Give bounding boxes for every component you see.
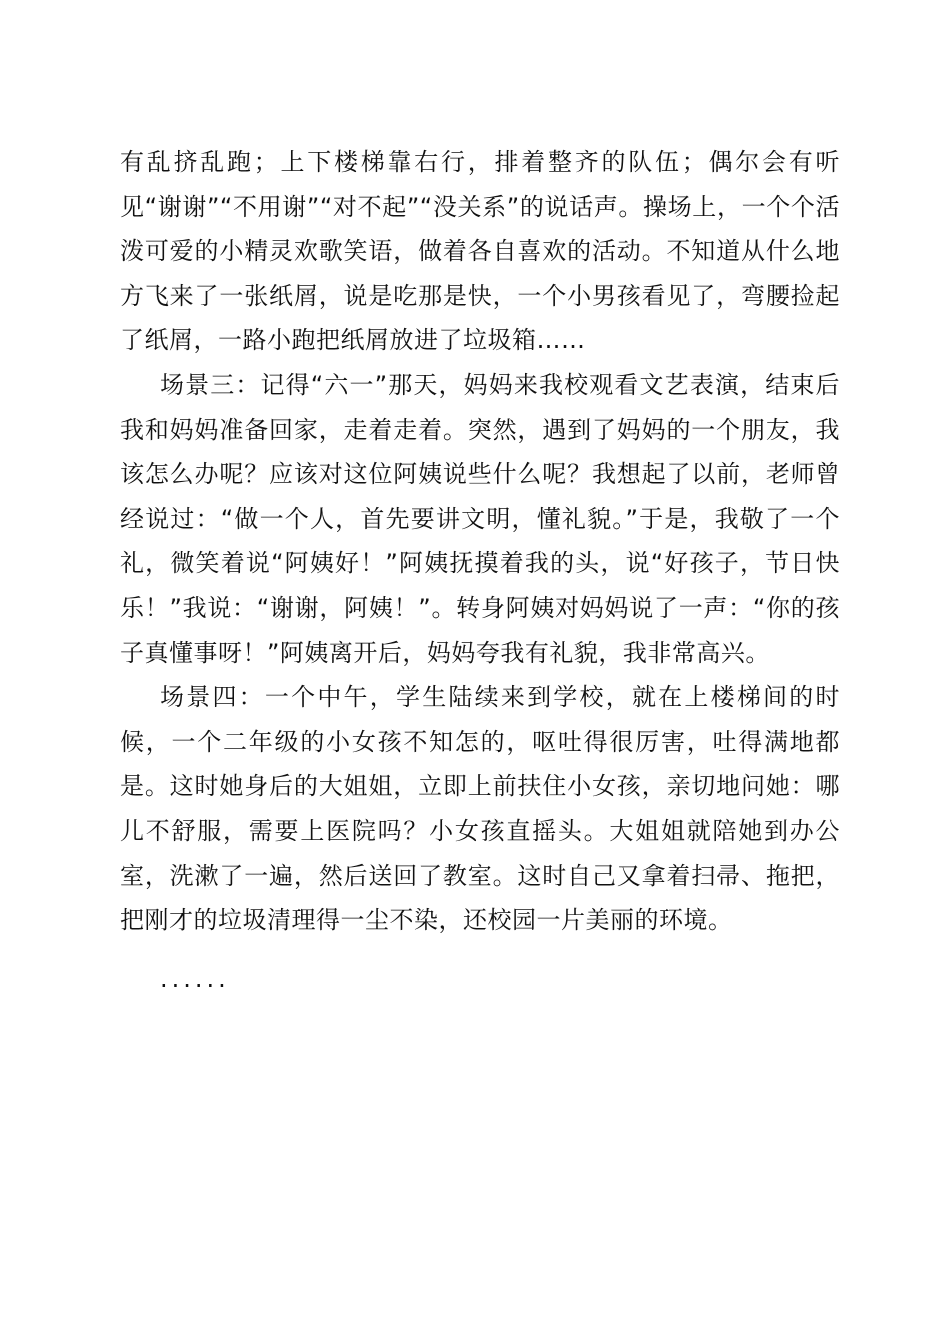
paragraph-scene-three: 场景三：记得“六一”那天，妈妈来我校观看文艺表演，结束后我和妈妈准备回家，走着走着。突然，遇到了妈妈的一个朋友，我该怎么办呢？应该对这位阿姨说些什么呢？我想起了以前，老师曾经说过：“做一个人，首先要讲文明，懂礼貌。”于是，我敬了一个礼，微笑着说“阿姨好！”阿姨抚摸着我的头，说“好孩子，节日快乐！”我说：“谢谢，阿姨！”。转身阿姨对妈妈说了一声：“你的孩子真懂事呀！”阿姨离开后，妈妈夸我有礼貌，我非常高兴。 [120,370,840,667]
paragraph-scene-four: 场景四：一个中午，学生陆续来到学校，就在上楼梯间的时候，一个二年级的小女孩不知怎的，呕吐得很厉害，吐得满地都是。这时她身后的大姐姐，立即上前扶住小女孩，亲切地问她：哪儿不舒服，需要上医院吗？小女孩直摇头。大姐姐就陪她到办公室，洗漱了一遍，然后送回了教室。这时自己又拿着扫帚、拖把，把刚才的垃圾清理得一尘不染，还校园一片美丽的环境。 [120,683,840,935]
document-body [120,140,840,1001]
paragraph-continuation: 有乱挤乱跑；上下楼梯靠右行，排着整齐的队伍；偶尔会有听见“谢谢”“不用谢”“对不起”“没关系”的说话声。操场上，一个个活泼可爱的小精灵欢歌笑语，做着各自喜欢的活动。不知道从什么地方飞来了一张纸屑，说是吃那是快，一个小男孩看见了，弯腰捡起了纸屑，一路小跑把纸屑放进了垃圾箱…… [120,148,840,355]
ellipsis-line: ...... [160,964,230,993]
